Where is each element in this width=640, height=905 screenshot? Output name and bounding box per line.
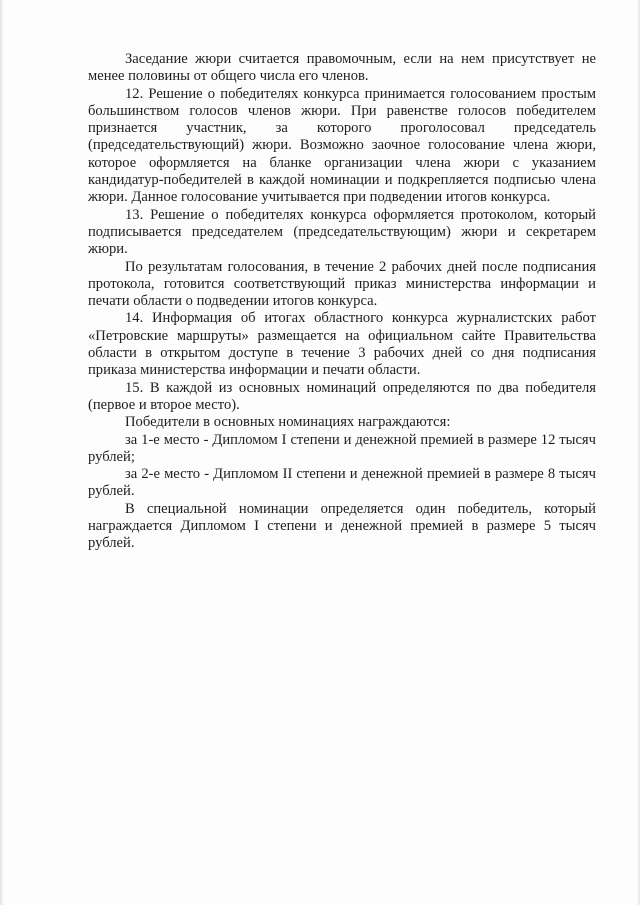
paragraph-item-12: 12. Решение о победителях конкурса принимается голосованием простым большинством голосов членов жюри. При равенстве голосов победителем признается участник, за которого проголосовал председатель (председательствующий) жюри. Возможно заочное голосование члена жюри, которое оформляется на бланке организации члена жюри с указанием кандидатур-победителей в каждой номинации и подкрепляется подписью члена жюри. Данное голосование учитывается при подведении итогов конкурса.	[88, 85, 596, 206]
paragraph-item-15: 15. В каждой из основных номинаций определяются по два победителя (первое и второе место).	[88, 379, 596, 413]
document-body	[88, 51, 596, 553]
paragraph-winners-awarded: Победители в основных номинациях награждаются:	[125, 414, 451, 431]
paragraph-second-place: за 2-е место - Дипломом II степени и денежной премией в размере 8 тысяч рублей.	[88, 466, 596, 500]
paragraph-item-14: 14. Информация об итогах областного конкурса журналистских работ «Петровские маршруты» размещается на официальном сайте Правительства области в открытом доступе в течение 3 рабочих дней со дня подписания приказа министерства информации и печати области.	[88, 310, 596, 379]
paragraph-item-13: 13. Решение о победителях конкурса оформляется протоколом, который подписывается председателем (председательствующим) жюри и секретарем жюри.	[88, 206, 596, 258]
paragraph-quorum: Заседание жюри считается правомочным, если на нем присутствует не менее половины от общего числа его членов.	[88, 51, 596, 85]
paragraph-special-nomination: В специальной номинации определяется один победитель, который награждается Дипломом I степени и денежной премией в размере 5 тысяч рублей.	[88, 500, 596, 552]
scan-edge-left	[0, 0, 4, 905]
paragraph-first-place: за 1-е место - Дипломом I степени и денежной премией в размере 12 тысяч рублей;	[88, 431, 596, 465]
paragraph-voting-results: По результатам голосования, в течение 2 рабочих дней после подписания протокола, готовится соответствующий приказ министерства информации и печати области о подведении итогов конкурса.	[88, 258, 596, 310]
